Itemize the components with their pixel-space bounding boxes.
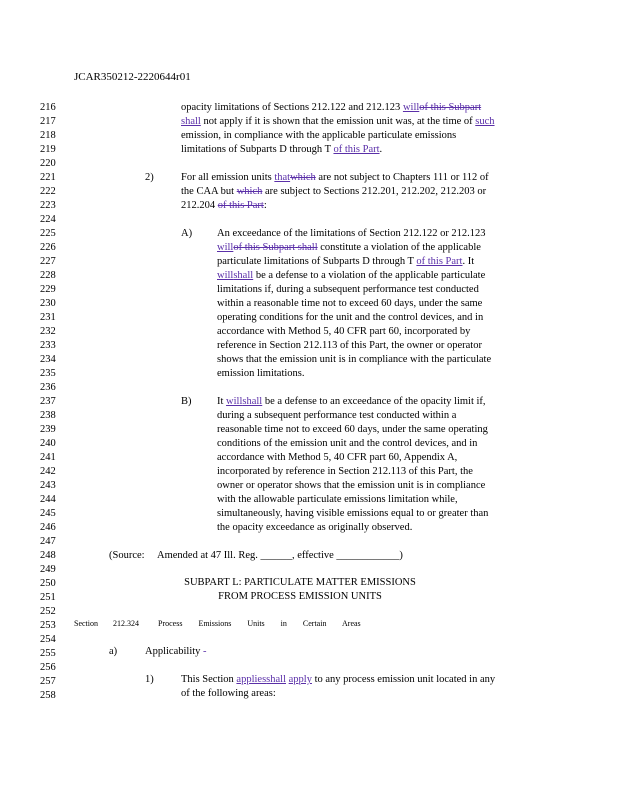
line-number: 252 [40, 606, 56, 617]
section-label: Section [74, 619, 98, 628]
line-number: 233 [40, 340, 56, 351]
text-line: accordance with Method 5, 40 CFR part 60, Appendix A, [217, 452, 458, 463]
line-number: 239 [40, 424, 56, 435]
text-line: reference in Section 212.113 of this Part, the owner or operator [217, 340, 482, 351]
line-number: 219 [40, 144, 56, 155]
section-number: 212.324 [113, 619, 139, 628]
line-number: 218 [40, 130, 56, 141]
text-line: willshall be a defense to a violation of the applicable particulate [217, 270, 486, 281]
line-number: 224 [40, 214, 56, 225]
text-line: owner or operator shows that the emission unit is in compliance [217, 480, 486, 491]
text-line: accordance with Method 5, 40 CFR part 60, incorporated by [217, 326, 471, 337]
text-line: of the following areas: [181, 688, 276, 699]
line-number: 230 [40, 298, 56, 309]
text-line: during a subsequent performance test conducted within a [217, 410, 457, 421]
line-number: 238 [40, 410, 56, 421]
line-number: 256 [40, 662, 56, 673]
line-number: 240 [40, 438, 56, 449]
line-number: 234 [40, 354, 56, 365]
item-label: a) [109, 646, 118, 657]
text-line: It willshall be a defense to an exceedance of the opacity limit if, [217, 396, 486, 407]
source-note-label: (Source: [109, 550, 145, 561]
text-line: opacity limitations of Sections 212.122 and 212.123 willof this Subpart [181, 102, 482, 113]
line-number: 243 [40, 480, 56, 491]
line-number: 235 [40, 368, 56, 379]
applicability-heading: Applicability - [145, 646, 207, 657]
text-line: operating conditions for the unit and the control devices, and in [217, 312, 484, 323]
text-line: willof this Subpart shall constitute a violation of the applicable [217, 242, 481, 253]
line-number: 221 [40, 172, 56, 183]
text-line: For all emission units thatwhich are not subject to Chapters 111 or 112 of [181, 172, 489, 183]
text-line: incorporated by reference in Section 212.113 of this Part, the [217, 466, 473, 477]
line-number: 249 [40, 564, 56, 575]
line-number: 231 [40, 312, 56, 323]
line-number: 232 [40, 326, 56, 337]
line-number: 217 [40, 116, 56, 127]
item-label: B) [181, 396, 192, 407]
text-line: within a reasonable time not to exceed 60 days, under the same [217, 298, 483, 309]
text-line: emission limitations. [217, 368, 305, 379]
text-line: conditions of the emission unit and the control devices, and in [217, 438, 478, 449]
line-number: 220 [40, 158, 56, 169]
line-number: 250 [40, 578, 56, 589]
item-label: A) [181, 228, 193, 239]
text-line: limitations of Subparts D through T of this Part. [181, 144, 383, 155]
text-line: reasonable time not to exceed 60 days, under the same operating [217, 424, 488, 435]
line-number: 228 [40, 270, 56, 281]
document-id: JCAR350212-2220644r01 [74, 71, 191, 83]
text-line: emission, in compliance with the applicable particulate emissions [181, 130, 457, 141]
text-line: with the allowable particulate emissions limitation while, [217, 494, 458, 505]
text-line: shows that the emission unit is in compliance with the particulate [217, 354, 492, 365]
source-note: Amended at 47 Ill. Reg. ______, effective ____________) [157, 550, 403, 561]
text-line: An exceedance of the limitations of Section 212.122 or 212.123 [217, 228, 486, 239]
text-line: the opacity exceedance as originally observed. [217, 522, 413, 533]
text-line: the CAA but which are subject to Sections 212.201, 212.202, 212.203 or [181, 186, 487, 197]
line-number: 242 [40, 466, 56, 477]
text-line: This Section appliesshall apply to any process emission unit located in any [181, 674, 496, 685]
text-line: 212.204 of this Part: [181, 200, 267, 211]
line-number: 253 [40, 620, 56, 631]
line-number: 251 [40, 592, 56, 603]
item-label: 1) [145, 674, 154, 685]
line-number: 237 [40, 396, 56, 407]
line-number: 255 [40, 648, 56, 659]
line-number: 222 [40, 186, 56, 197]
line-number: 226 [40, 242, 56, 253]
line-number: 248 [40, 550, 56, 561]
line-number: 225 [40, 228, 56, 239]
line-number: 241 [40, 452, 56, 463]
line-number: 227 [40, 256, 56, 267]
subpart-heading: SUBPART L: PARTICULATE MATTER EMISSIONS [184, 577, 416, 588]
line-number: 244 [40, 494, 56, 505]
line-number: 257 [40, 676, 56, 687]
text-line: particulate limitations of Subparts D through T of this Part. It [217, 256, 475, 267]
section-title: Process Emissions Units in Certain Areas [158, 619, 361, 628]
line-number: 229 [40, 284, 56, 295]
line-number: 236 [40, 382, 56, 393]
line-number: 223 [40, 200, 56, 211]
text-line: shall not apply if it is shown that the emission unit was, at the time of such [181, 116, 495, 127]
subpart-heading-line-2: FROM PROCESS EMISSION UNITS [218, 591, 382, 602]
line-number: 247 [40, 536, 56, 547]
line-number: 245 [40, 508, 56, 519]
line-number: 254 [40, 634, 56, 645]
item-label: 2) [145, 172, 154, 183]
line-number: 246 [40, 522, 56, 533]
text-line: simultaneously, having visible emissions equal to or greater than [217, 508, 489, 519]
line-number: 258 [40, 690, 56, 701]
text-line: limitations if, during a subsequent performance test conducted [217, 284, 479, 295]
line-number: 216 [40, 102, 56, 113]
